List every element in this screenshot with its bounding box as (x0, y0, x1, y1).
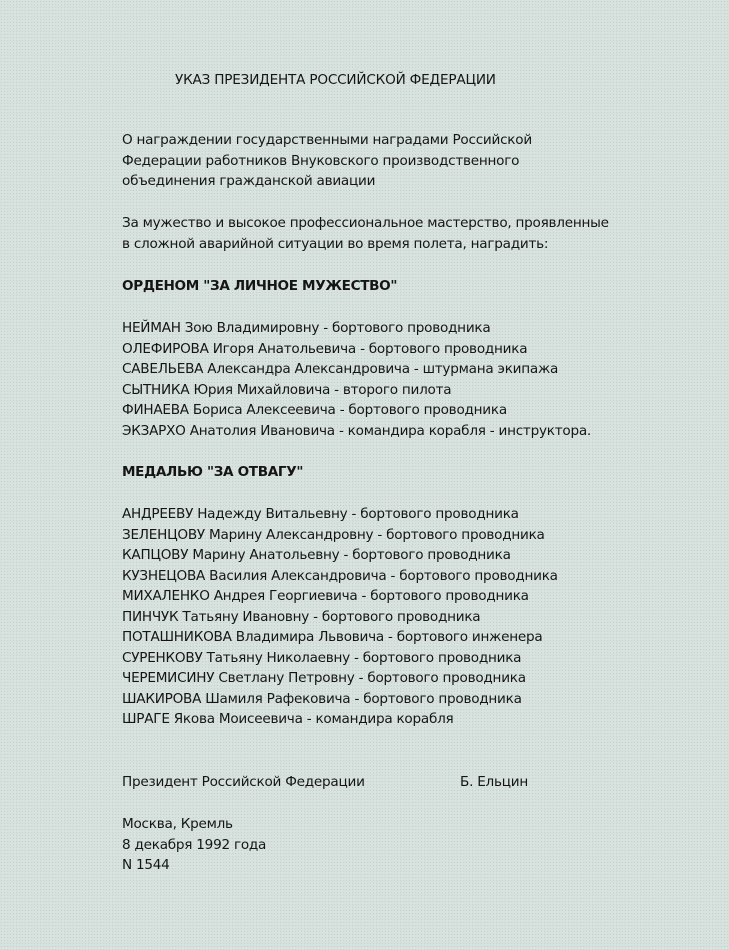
recipient-line: ПОТАШНИКОВА Владимира Львовича - бортового инженера (122, 629, 543, 645)
signature-name: Б. Ельцин (460, 774, 528, 790)
subject-line: Федерации работников Внуковского производственного (122, 152, 520, 169)
decree-preamble (122, 213, 609, 254)
decree-footer (122, 814, 266, 876)
preamble-line: в сложной аварийной ситуации во время полета, наградить: (122, 235, 549, 252)
recipient-line: КУЗНЕЦОВА Василия Александровича - бортового проводника (122, 567, 558, 584)
recipient-line: ЗЕЛЕНЦОВУ Марину Александровну - бортового проводника (122, 526, 545, 543)
subject-line: объединения гражданской авиации (122, 173, 376, 189)
preamble-line: За мужество и высокое профессиональное мастерство, проявленные (122, 215, 609, 231)
recipient-line: ШАКИРОВА Шамиля Рафековича - бортового проводника (122, 690, 522, 707)
recipient-line: САВЕЛЬЕВА Александра Александровича - штурмана экипажа (122, 361, 559, 377)
medal-heading: МЕДАЛЬЮ "ЗА ОТВАГУ" (122, 464, 304, 480)
recipient-line: НЕЙМАН Зою Владимировну - бортового проводника (122, 320, 491, 336)
recipient-line: КАПЦОВУ Марину Анатольевну - бортового проводника (122, 547, 511, 563)
signature-row (122, 772, 642, 793)
signature-title: Президент Российской Федерации (122, 774, 365, 790)
recipient-line: ПИНЧУК Татьяну Ивановну - бортового проводника (122, 608, 481, 625)
recipient-line: ШРАГЕ Якова Моисеевича - командира корабля (122, 711, 454, 727)
recipient-line: ОЛЕФИРОВА Игоря Анатольевича - бортового проводника (122, 340, 528, 357)
medal-recipient-list (122, 504, 558, 730)
order-heading: ОРДЕНОМ "ЗА ЛИЧНОЕ МУЖЕСТВО" (122, 278, 398, 294)
decree-subject (122, 130, 532, 192)
recipient-line: ЭКЗАРХО Анатолия Ивановича - командира корабля - инструктора. (122, 422, 591, 439)
recipient-line: МИХАЛЕНКО Андрея Георгиевича - бортового проводника (122, 588, 529, 604)
footer-place: Москва, Кремль (122, 816, 233, 832)
subject-line: О награждении государственными наградами Российской (122, 132, 532, 148)
recipient-line: АНДРЕЕВУ Надежду Витальевну - бортового проводника (122, 506, 519, 522)
decree-title: УКАЗ ПРЕЗИДЕНТА РОССИЙСКОЙ ФЕДЕРАЦИИ (175, 72, 496, 88)
recipient-line: СЫТНИКА Юрия Михайловича - второго пилота (122, 381, 452, 398)
recipient-line: ЧЕРЕМИСИНУ Светлану Петровну - бортового проводника (122, 670, 526, 686)
footer-date: 8 декабря 1992 года (122, 836, 267, 853)
recipient-line: СУРЕНКОВУ Татьяну Николаевну - бортового проводника (122, 649, 522, 666)
order-recipient-list (122, 318, 591, 441)
recipient-line: ФИНАЕВА Бориса Алексеевича - бортового проводника (122, 402, 507, 418)
footer-number: N 1544 (122, 857, 170, 873)
